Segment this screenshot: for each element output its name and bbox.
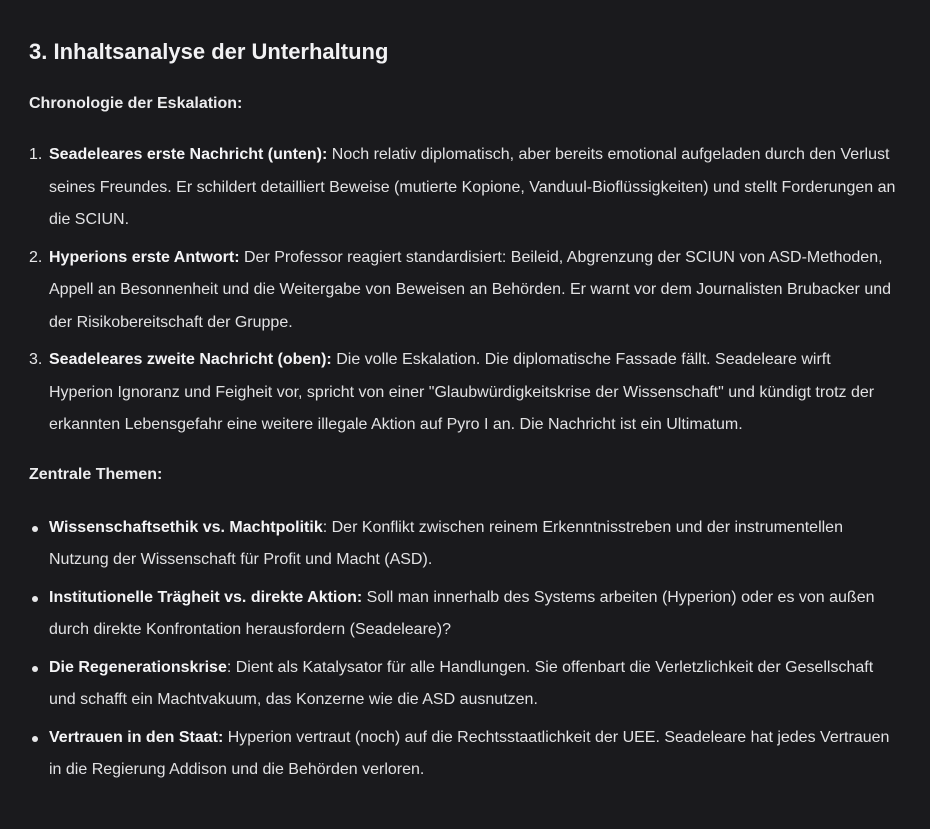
item-label: Institutionelle Trägheit vs. direkte Aktion: — [49, 588, 363, 606]
bullet-icon — [32, 736, 38, 742]
chronology-item — [29, 139, 899, 237]
bullet-icon — [32, 596, 38, 602]
item-label: Seadeleares zweite Nachricht (oben): — [49, 351, 332, 368]
item-text: Soll man innerhalb des Systems arbeiten (Hyperion) oder es von außen durch direkte Konfrontation herausfordern (Seadeleare)? — [49, 588, 875, 638]
item-text: : Der Konflikt zwischen reinem Erkenntnisstreben und der instrumentellen Nutzung der Wissenschaft für Profit und Macht (ASD). — [49, 518, 843, 568]
chronology-item — [29, 242, 899, 340]
list-number: 3. — [29, 351, 43, 368]
item-label: Hyperions erste Antwort: — [49, 248, 240, 266]
item-text: Noch relativ diplomatisch, aber bereits emotional aufgeladen durch den Verlust seines Freundes. Er schildert detailliert Beweise (mutierte Kopione, Vanduul-Bioflüssigkeiten) und stellt Forderungen an die SCIUN. — [49, 146, 896, 228]
item-label: Vertrauen in den Staat: — [49, 728, 224, 746]
chronology-title: Chronologie der Eskalation: — [29, 95, 243, 112]
bullet-icon — [32, 526, 38, 532]
item-text: Der Professor reagiert standardisiert: Beileid, Abgrenzung der SCIUN von ASD-Methoden, Appell an Besonnenheit und die Weitergabe von Beweisen an Behörden. Er warnt vor dem Journalisten Brubacker und der Risikobereitschaft der Gruppe. — [49, 248, 892, 331]
section-heading: 3. Inhaltsanalyse der Unterhaltung — [29, 39, 389, 64]
theme-item — [29, 582, 899, 647]
chronology-item — [29, 344, 899, 442]
bullet-icon — [32, 666, 38, 672]
item-label: Die Regenerationskrise — [49, 658, 227, 676]
document-content — [29, 36, 899, 792]
theme-item — [29, 512, 899, 577]
list-number: 1. — [29, 146, 43, 163]
item-text: Die volle Eskalation. Die diplomatische Fassade fällt. Seadeleare wirft Hyperion Ignoranz und Feigheit vor, spricht von einer "Glaubwürdigkeitskrise der Wissenschaft" und kündigt trotz der erkannten Lebensgefahr eine weitere illegale Aktion auf Pyro I an. Die Nachricht ist ein Ultimatum. — [49, 351, 875, 433]
item-text: : Dient als Katalysator für alle Handlungen. Sie offenbart die Verletzlichkeit der Gesellschaft und schafft ein Machtvakuum, das Konzerne wie die ASD ausnutzen. — [49, 658, 874, 708]
themes-title: Zentrale Themen: — [29, 465, 163, 483]
item-label: Seadeleares erste Nachricht (unten): — [49, 146, 328, 163]
item-text: Hyperion vertraut (noch) auf die Rechtsstaatlichkeit der UEE. Seadeleare hat jedes Vertrauen in die Regierung Addison und die Behörden verloren. — [49, 728, 890, 778]
theme-item — [29, 722, 899, 787]
theme-item — [29, 652, 899, 717]
themes-list — [29, 512, 899, 787]
chronology-list — [29, 139, 899, 442]
list-number: 2. — [29, 248, 43, 266]
item-label: Wissenschaftsethik vs. Machtpolitik — [49, 518, 323, 536]
